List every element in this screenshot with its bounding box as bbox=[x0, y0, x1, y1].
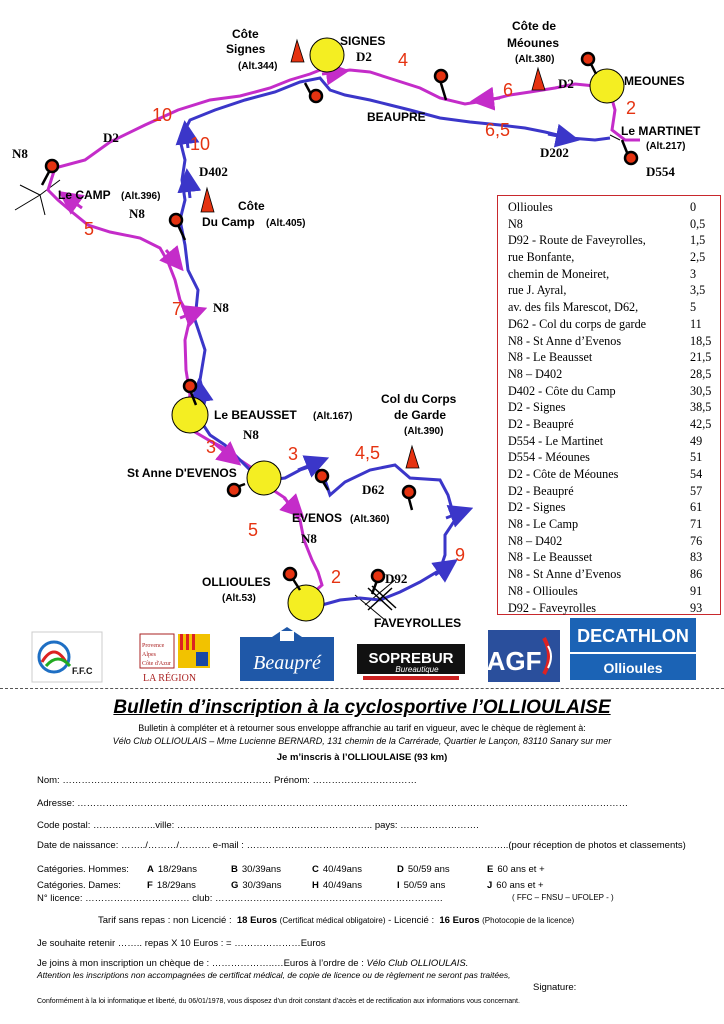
place-le-beausset: Le BEAUSSET bbox=[214, 408, 297, 422]
km-7: 7 bbox=[172, 299, 183, 319]
tarif-licencie: 16 Euros bbox=[439, 915, 480, 926]
category-range: 18/29ans bbox=[157, 864, 197, 875]
ffc-logo bbox=[32, 632, 102, 682]
distance-km: 18,5 bbox=[690, 333, 712, 348]
category-option-d[interactable] bbox=[397, 864, 450, 875]
beaupre-logo bbox=[240, 625, 334, 681]
route-arrows bbox=[68, 72, 568, 575]
category-range: 40/49ans bbox=[322, 864, 362, 875]
distance-place: N8 - St Anne d’Evenos bbox=[508, 333, 622, 348]
category-letter: E bbox=[487, 864, 494, 875]
km-3-beausset: 3 bbox=[206, 437, 217, 457]
distance-km: 0,5 bbox=[690, 216, 706, 231]
svg-text:Beaupré: Beaupré bbox=[253, 652, 321, 674]
distance-place: D2 - Signes bbox=[508, 400, 566, 415]
distance-place: av. des fils Marescot, D62, bbox=[508, 300, 639, 315]
distance-km: 51 bbox=[690, 450, 703, 465]
distance-row bbox=[508, 249, 714, 266]
place-cote-signes-alt: (Alt.344) bbox=[238, 61, 278, 72]
place-le-camp-alt: (Alt.396) bbox=[121, 191, 161, 202]
category-range: 30/39ans bbox=[241, 864, 281, 875]
tarif-non-licencie: 18 Euros bbox=[236, 915, 278, 926]
distance-row bbox=[508, 266, 714, 283]
km-6-5: 6,5 bbox=[485, 120, 511, 140]
distance-km: 86 bbox=[690, 567, 703, 582]
field-cheque[interactable] bbox=[37, 958, 468, 969]
category-option-g[interactable] bbox=[231, 880, 281, 891]
distance-place: N8 - Le Beausset bbox=[508, 550, 593, 565]
cheque-club: Vélo Club OLLIOULAIS. bbox=[366, 958, 469, 969]
svg-text:AGF: AGF bbox=[486, 646, 542, 676]
distance-place: N8 – D402 bbox=[508, 533, 563, 548]
place-cote-meounes-2: Méounes bbox=[507, 36, 560, 50]
place-ollioules-alt: (Alt.53) bbox=[222, 593, 256, 604]
distance-row bbox=[508, 600, 714, 617]
distance-row bbox=[508, 466, 714, 483]
distance-km: 57 bbox=[690, 483, 703, 498]
distance-row bbox=[508, 533, 714, 550]
place-signes: SIGNES bbox=[340, 34, 386, 48]
distance-row bbox=[508, 199, 714, 216]
field-naissance[interactable]: Date de naissance: ……../………/………. e-mail : ………………………………………………………………………..(pour réception de photos et classements) bbox=[37, 840, 686, 851]
tarif-lic-note: (Photocopie de la licence) bbox=[482, 916, 575, 925]
distance-row bbox=[508, 316, 714, 333]
distance-place: N8 - St Anne d’Evenos bbox=[508, 567, 622, 582]
road-d92: D92 bbox=[385, 571, 408, 586]
svg-text:LA RÉGION: LA RÉGION bbox=[143, 673, 197, 684]
distance-row bbox=[508, 232, 714, 249]
km-3-evenos: 3 bbox=[288, 444, 299, 464]
distance-place: D2 - Beaupré bbox=[508, 483, 574, 498]
distance-place: D2 - Beaupré bbox=[508, 416, 574, 431]
svg-text:Alpes: Alpes bbox=[142, 652, 156, 658]
tarif-prefix: Tarif sans repas : non Licencié : bbox=[98, 915, 232, 926]
road-n8-camp: N8 bbox=[129, 206, 145, 221]
km-2-ollioules: 2 bbox=[331, 567, 342, 587]
distance-km: 28,5 bbox=[690, 366, 712, 381]
tarif-non-note: (Certificat médical obligatoire) bbox=[279, 916, 386, 925]
km-5-st-anne: 5 bbox=[248, 520, 259, 540]
distance-km: 30,5 bbox=[690, 383, 712, 398]
road-n8-mid: N8 bbox=[213, 300, 229, 315]
distance-km: 42,5 bbox=[690, 416, 712, 431]
distance-row bbox=[508, 299, 714, 316]
soprebur-logo bbox=[357, 640, 465, 682]
place-col-1: Col du Corps bbox=[381, 392, 457, 406]
km-10-d402: 10 bbox=[190, 134, 211, 154]
place-col-2: de Garde bbox=[394, 408, 447, 422]
place-evenos-alt: (Alt.360) bbox=[350, 514, 390, 525]
distance-km: 91 bbox=[690, 583, 703, 598]
form-intro-1: Bulletin à compléter et à retourner sous enveloppe affranchie au tarif en vigueur, avec le chèque de règlement à: bbox=[138, 723, 586, 733]
distance-place: rue J. Ayral, bbox=[508, 283, 567, 298]
road-n8-beausset: N8 bbox=[243, 427, 259, 442]
distance-km: 71 bbox=[690, 517, 703, 532]
km-9: 9 bbox=[455, 545, 466, 565]
distance-km: 2,5 bbox=[690, 250, 706, 265]
place-le-beausset-alt: (Alt.167) bbox=[313, 411, 353, 422]
place-ollioules: OLLIOULES bbox=[202, 575, 271, 589]
form-title: Bulletin d’inscription à la cyclosportive l’OLLIOULAISE bbox=[113, 697, 611, 718]
distance-place: N8 - Le Beausset bbox=[508, 350, 593, 365]
distance-km: 3 bbox=[690, 266, 697, 281]
field-licence[interactable]: N° licence: …………………………… club: ……………………………………………………………… bbox=[37, 893, 443, 904]
distance-km: 93 bbox=[690, 600, 703, 615]
tarif-line bbox=[98, 915, 574, 926]
place-st-anne: St Anne D'EVENOS bbox=[127, 466, 237, 480]
category-option-b[interactable] bbox=[231, 864, 281, 875]
category-letter: I bbox=[397, 880, 400, 891]
km-4-5: 4,5 bbox=[355, 443, 381, 463]
road-n8-west: N8 bbox=[12, 146, 28, 161]
cheque-text: Je joins à mon inscription un chèque de : ………………..…Euros à l’ordre de : bbox=[37, 958, 367, 969]
svg-text:Ollioules: Ollioules bbox=[603, 660, 663, 676]
distance-row bbox=[508, 349, 714, 366]
attention-note: Attention les inscriptions non accompagnées de certificat médical, de copie de licence ou de règlement ne seront pas traitées, bbox=[37, 970, 511, 980]
distance-row bbox=[508, 383, 714, 400]
cut-line bbox=[0, 688, 724, 689]
distance-place: rue Bonfante, bbox=[508, 250, 575, 265]
distance-table bbox=[497, 195, 721, 615]
category-letter: G bbox=[231, 880, 239, 891]
distance-place: N8 – D402 bbox=[508, 366, 563, 381]
distance-km: 0 bbox=[690, 200, 697, 214]
distance-row bbox=[508, 499, 714, 516]
distance-row bbox=[508, 433, 714, 450]
place-cote-du-camp-alt: (Alt.405) bbox=[266, 218, 306, 229]
place-beaupre: BEAUPRE bbox=[367, 110, 426, 124]
km-10-d2: 10 bbox=[152, 105, 173, 125]
distance-row bbox=[508, 516, 714, 533]
km-2-martinet: 2 bbox=[626, 98, 637, 118]
distance-place: D402 - Côte du Camp bbox=[508, 383, 616, 398]
place-cote-du-camp-2: Du Camp bbox=[202, 215, 255, 229]
field-repas[interactable]: Je souhaite retenir …….. repas X 10 Euros : = …………………Euros bbox=[37, 938, 326, 949]
category-range: 60 ans et + bbox=[496, 880, 544, 891]
distance-row bbox=[508, 333, 714, 350]
road-d402: D402 bbox=[199, 164, 228, 179]
road-d2-west: D2 bbox=[103, 130, 119, 145]
distance-place: D92 - Route de Faveyrolles, bbox=[508, 233, 646, 248]
distance-place: N8 bbox=[508, 216, 523, 231]
place-le-martinet: Le MARTINET bbox=[621, 124, 701, 138]
distance-row bbox=[508, 399, 714, 416]
field-adresse[interactable]: Adresse: ………………………………………………………………………………………………………………………………………………………… bbox=[37, 798, 629, 809]
distance-row bbox=[508, 282, 714, 299]
distance-km: 83 bbox=[690, 550, 703, 565]
distance-place: N8 - Le Camp bbox=[508, 517, 579, 532]
distance-row bbox=[508, 483, 714, 500]
road-n8-evenos: N8 bbox=[301, 531, 317, 546]
signature-label[interactable]: Signature: bbox=[533, 982, 577, 993]
cat-dames-label: Catégories. Dames: bbox=[37, 880, 121, 891]
category-letter: C bbox=[312, 864, 319, 875]
category-letter: A bbox=[147, 864, 154, 875]
form-inscris: Je m’inscris à l’OLLIOULAISE (93 km) bbox=[276, 752, 448, 763]
tarif-mid: - Licencié : bbox=[388, 915, 435, 926]
category-range: 30/39ans bbox=[242, 880, 282, 891]
footer-note: Conformément à la loi informatique et liberté, du 06/01/1978, vous disposez d’un droit constant d’accès et de rectification aux informations vous concernant. bbox=[37, 998, 520, 1005]
place-cote-signes-2: Signes bbox=[226, 42, 266, 56]
distance-km: 49 bbox=[690, 433, 703, 448]
svg-text:Bureautique: Bureautique bbox=[395, 665, 439, 674]
km-4: 4 bbox=[398, 50, 409, 70]
category-letter: F bbox=[147, 880, 153, 891]
distance-row bbox=[508, 449, 714, 466]
distance-place: N8 - Ollioules bbox=[508, 583, 578, 598]
place-faveyrolles: FAVEYROLLES bbox=[374, 616, 462, 630]
distance-place: chemin de Moneiret, bbox=[508, 266, 610, 281]
category-option-e[interactable] bbox=[487, 864, 545, 875]
distance-row bbox=[508, 549, 714, 566]
category-letter: B bbox=[231, 864, 238, 875]
agf-logo bbox=[488, 628, 560, 684]
form-intro-2: Vélo Club OLLIOULAIS – Mme Lucienne BERNARD, 131 chemin de la Carrérade, Quartier le Lançon, 83110 Sanary sur mer bbox=[112, 736, 612, 746]
decathlon-logo bbox=[570, 618, 696, 682]
distance-row bbox=[508, 583, 714, 600]
distance-km: 21,5 bbox=[690, 350, 712, 365]
category-range: 50/59 ans bbox=[407, 864, 450, 875]
distance-row bbox=[508, 416, 714, 433]
place-meounes: MEOUNES bbox=[624, 74, 685, 88]
distance-km: 3,5 bbox=[690, 283, 706, 298]
distance-place: D92 - Faveyrolles bbox=[508, 600, 597, 615]
place-cote-meounes-1: Côte de bbox=[512, 19, 557, 33]
distance-km: 11 bbox=[690, 316, 702, 331]
distance-place: D2 - Signes bbox=[508, 500, 566, 515]
field-nom[interactable]: Nom: ………………………………………………………… Prénom: …………………………… bbox=[37, 775, 418, 786]
svg-text:SOPREBUR: SOPREBUR bbox=[368, 650, 454, 667]
category-range: 40/49ans bbox=[322, 880, 362, 891]
category-range: 50/59 ans bbox=[403, 880, 446, 891]
field-code-postal[interactable]: Code postal: ………………..ville: …………………………………………………….. pays: ……………………. bbox=[37, 820, 479, 831]
road-d2-signes: D2 bbox=[356, 49, 372, 64]
category-option-h[interactable] bbox=[312, 880, 362, 891]
distance-row bbox=[508, 566, 714, 583]
category-range: 60 ans et + bbox=[497, 864, 545, 875]
distance-place: D554 - Méounes bbox=[508, 450, 590, 465]
distance-km: 54 bbox=[690, 467, 703, 481]
svg-text:Côte d'Azur: Côte d'Azur bbox=[142, 661, 171, 667]
road-d2-meounes: D2 bbox=[558, 76, 574, 91]
distance-km: 61 bbox=[690, 500, 703, 515]
category-option-i[interactable] bbox=[397, 880, 445, 891]
category-option-j[interactable] bbox=[487, 880, 544, 891]
place-le-martinet-alt: (Alt.217) bbox=[646, 141, 686, 152]
distance-km: 38,5 bbox=[690, 400, 712, 415]
place-cote-meounes-alt: (Alt.380) bbox=[515, 54, 555, 65]
region-logo bbox=[138, 632, 214, 684]
category-option-a[interactable] bbox=[147, 864, 197, 875]
place-cote-du-camp-1: Côte bbox=[238, 199, 265, 213]
svg-text:F.F.C: F.F.C bbox=[72, 666, 93, 676]
distance-row bbox=[508, 366, 714, 383]
distance-km: 5 bbox=[690, 300, 697, 315]
cat-hommes-label: Catégories. Hommes: bbox=[37, 864, 129, 875]
category-range: 18/29ans bbox=[156, 880, 196, 891]
distance-row bbox=[508, 216, 714, 233]
place-cote-signes-1: Côte bbox=[232, 27, 259, 41]
distance-place: Ollioules bbox=[508, 200, 553, 214]
category-letter: J bbox=[487, 880, 493, 891]
distance-km: 1,5 bbox=[690, 233, 706, 248]
place-evenos: EVENOS bbox=[292, 511, 343, 525]
svg-text:Provence: Provence bbox=[142, 643, 165, 649]
category-option-c[interactable] bbox=[312, 864, 362, 875]
km-6: 6 bbox=[503, 80, 514, 100]
licence-types: ( FFC – FNSU – UFOLEP - ) bbox=[512, 893, 614, 902]
category-letter: D bbox=[397, 864, 404, 875]
distance-km: 76 bbox=[690, 533, 703, 548]
road-d202: D202 bbox=[540, 145, 569, 160]
category-option-f[interactable] bbox=[147, 880, 196, 891]
distance-place: D554 - Le Martinet bbox=[508, 433, 604, 448]
road-d554: D554 bbox=[646, 164, 675, 179]
distance-place: D2 - Côte de Méounes bbox=[508, 467, 619, 481]
km-5-camp: 5 bbox=[84, 219, 95, 239]
distance-place: D62 - Col du corps de garde bbox=[508, 316, 647, 331]
svg-text:DECATHLON: DECATHLON bbox=[577, 626, 689, 646]
place-le-camp: Le CAMP bbox=[58, 188, 111, 202]
place-col-alt: (Alt.390) bbox=[404, 426, 444, 437]
summit-markers bbox=[201, 40, 545, 468]
category-letter: H bbox=[312, 880, 319, 891]
road-d62: D62 bbox=[362, 482, 385, 497]
